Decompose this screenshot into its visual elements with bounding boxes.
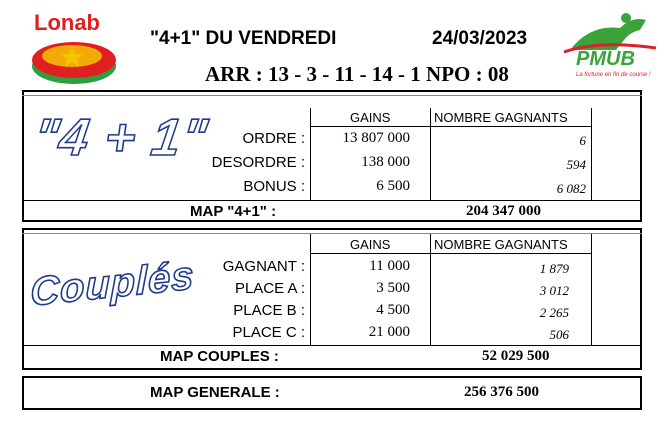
col-header-gains: GAINS <box>350 110 391 125</box>
couples-col-divider-end <box>591 234 592 345</box>
section-4plus1-deco-label: "4 + 1" <box>29 109 212 167</box>
couples-col-header-gains: GAINS <box>350 237 391 252</box>
pmub-logo <box>560 10 660 88</box>
couples-col-header-winners: NOMBRE GAGNANTS <box>434 237 568 252</box>
row-count-desordre: 594 <box>566 157 586 172</box>
row-count-place-c: 506 <box>549 327 569 342</box>
map-4plus1-value: 204 347 000 <box>466 203 541 219</box>
row-count-ordre: 6 <box>579 133 586 148</box>
arrival-result: ARR : 13 - 3 - 11 - 14 - 1 NPO : 08 <box>205 62 509 86</box>
map-generale-label: MAP GENERALE : <box>150 384 280 401</box>
row-gain-ordre: 13 807 000 <box>342 130 410 146</box>
col-divider-left <box>310 108 311 200</box>
row-count-bonus: 6 082 <box>556 181 586 196</box>
pmub-logo-text: PMUB <box>576 48 635 70</box>
row-count-place-a: 3 012 <box>539 283 569 298</box>
lonab-logo-text: Lonab <box>34 10 100 35</box>
row-gain-bonus: 6 500 <box>376 178 410 194</box>
lonab-logo <box>22 8 132 88</box>
col-header-winners: NOMBRE GAGNANTS <box>434 110 568 125</box>
map-couples-label: MAP COUPLES : <box>160 348 279 365</box>
map-4plus1-label: MAP "4+1" : <box>190 203 277 220</box>
row-gain-desordre: 138 000 <box>361 154 410 170</box>
section-couples-deco-label: Couplés <box>30 253 195 315</box>
section-couples-top-rule <box>22 233 642 234</box>
row-count-gagnant: 1 879 <box>539 261 569 276</box>
section-4plus1-divider <box>24 200 640 201</box>
pmub-tagline: La fortune en fin de course ! <box>576 72 651 78</box>
couples-col-divider-left <box>310 234 311 345</box>
couples-col-divider-right <box>430 234 431 345</box>
row-count-place-b: 2 265 <box>539 305 569 320</box>
col-divider-right <box>430 108 431 200</box>
section-couples-divider <box>24 345 640 346</box>
col-header-underline <box>310 126 592 127</box>
row-gain-gagnant: 11 000 <box>369 258 410 274</box>
row-gain-place-c: 21 000 <box>368 324 410 340</box>
section-4plus1-top-rule <box>22 95 642 96</box>
row-label-bonus: BONUS : <box>243 178 305 195</box>
map-couples-value: 52 029 500 <box>482 348 550 364</box>
row-label-ordre: ORDRE : <box>242 130 305 147</box>
row-label-place-c: PLACE C : <box>232 324 305 341</box>
row-label-desordre: DESORDRE : <box>211 154 305 171</box>
row-label-place-a: PLACE A : <box>234 280 305 297</box>
row-label-place-b: PLACE B : <box>233 302 305 319</box>
race-date: 24/03/2023 <box>432 28 528 49</box>
row-label-gagnant: GAGNANT : <box>222 258 305 275</box>
page-title: "4+1" DU VENDREDI <box>150 28 337 49</box>
col-divider-end <box>591 108 592 200</box>
row-gain-place-a: 3 500 <box>376 280 410 296</box>
row-gain-place-b: 4 500 <box>376 302 410 318</box>
couples-col-header-underline <box>310 253 592 254</box>
map-generale-value: 256 376 500 <box>464 384 539 400</box>
general-frame <box>22 376 642 410</box>
